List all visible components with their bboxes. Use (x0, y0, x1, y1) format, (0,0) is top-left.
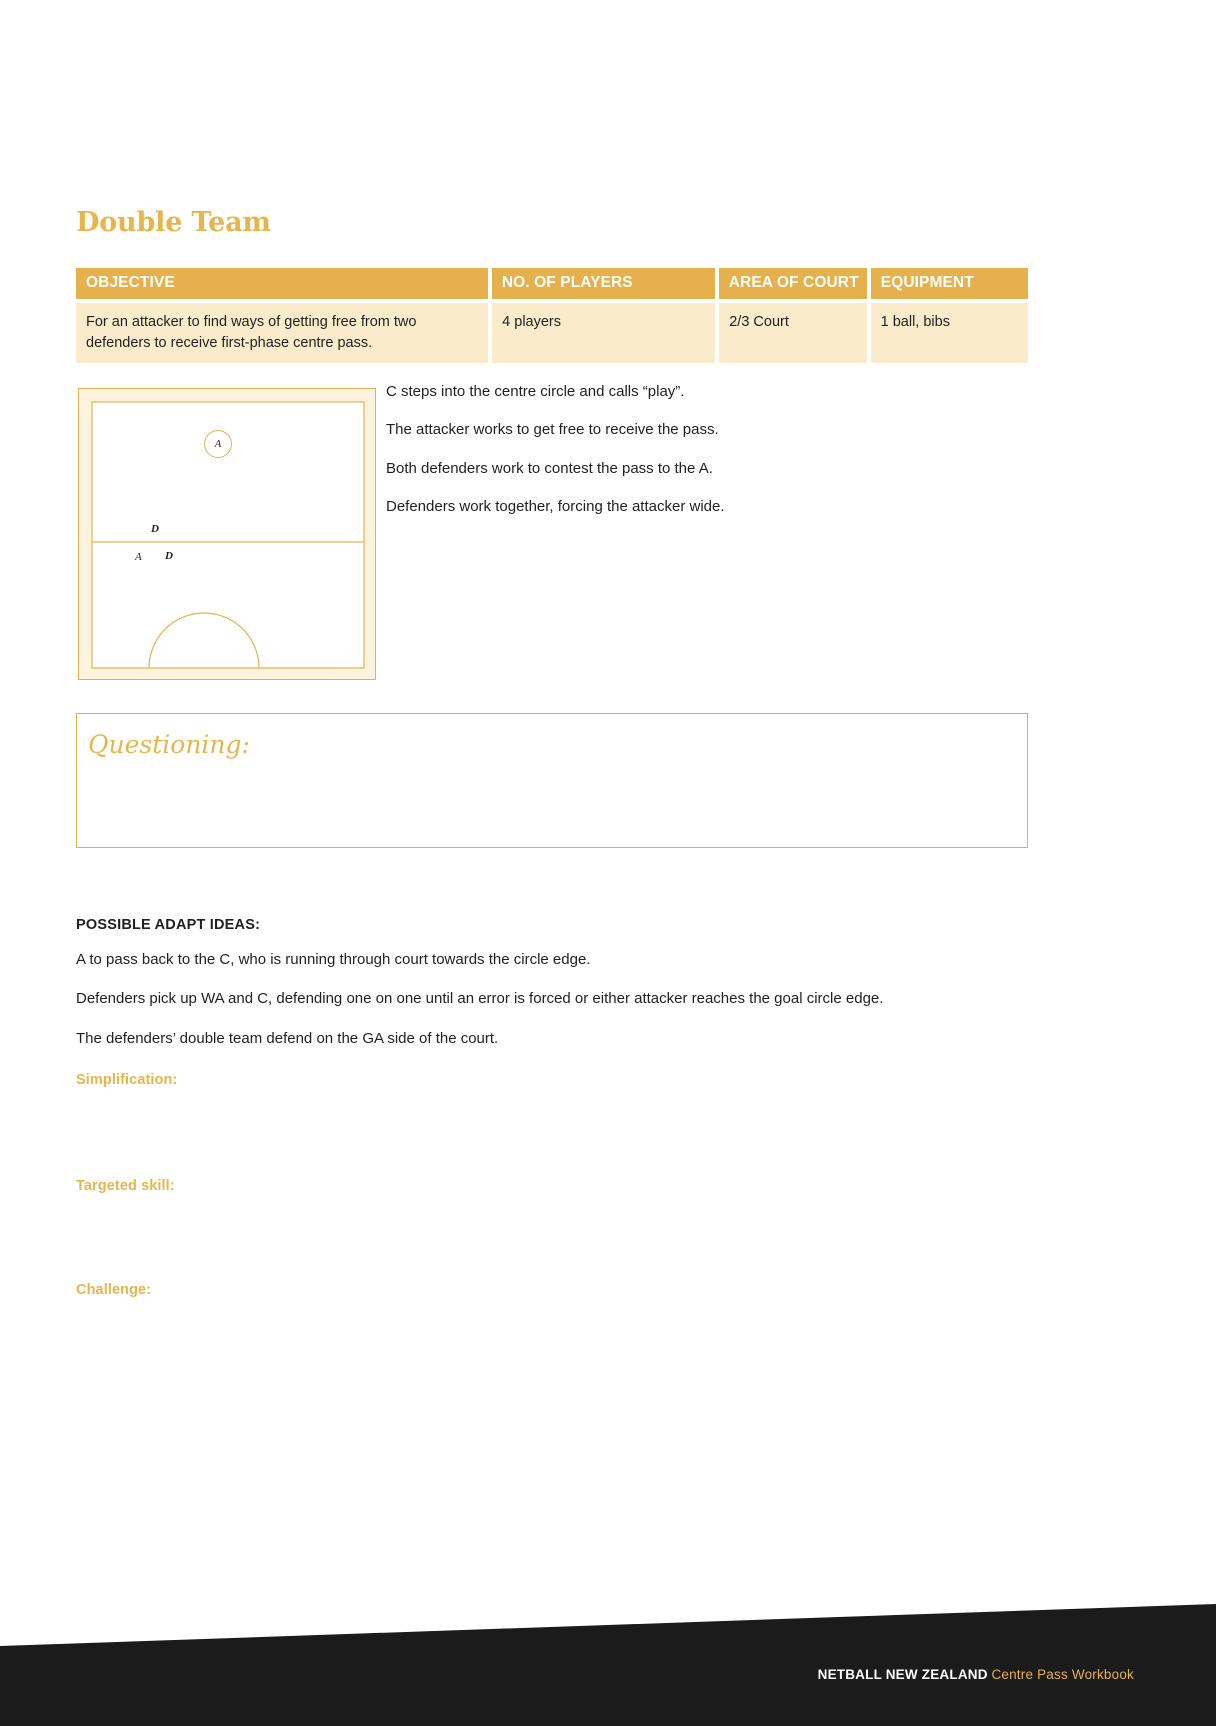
table-header-area: AREA OF COURT (719, 268, 867, 299)
footer-subtitle: Centre Pass Workbook (991, 1666, 1134, 1682)
drill-step: The attacker works to get free to receive the pass. (386, 421, 719, 439)
page-footer (0, 1596, 1216, 1726)
adapt-ideas-heading: POSSIBLE ADAPT IDEAS: (76, 917, 261, 933)
table-header-equipment: EQUIPMENT (871, 268, 1028, 299)
table-cell-players: 4 players (492, 303, 715, 363)
drill-steps-list (386, 382, 1026, 535)
court-marker-attacker-circled (204, 430, 232, 458)
adapt-idea-item: Defenders pick up WA and C, defending one on one until an error is forced or either attacker reaches the goal circle edge. (76, 990, 884, 1008)
simplification-label: Simplification: (76, 1072, 178, 1088)
table-header-row (76, 268, 1028, 299)
table-row (76, 303, 1028, 363)
drill-step: Both defenders work to contest the pass to the A. (386, 459, 713, 477)
challenge-label: Challenge: (76, 1282, 152, 1298)
drill-step: Defenders work together, forcing the attacker wide. (386, 497, 725, 515)
court-marker-attacker: A (135, 551, 142, 563)
table-cell-equipment: 1 ball, bibs (871, 303, 1028, 363)
drill-info-table (76, 268, 1028, 363)
adapt-idea-item: A to pass back to the C, who is running through court towards the circle edge. (76, 951, 591, 968)
footer-text (818, 1668, 1134, 1682)
court-marker-defender-1: D (151, 523, 159, 535)
adapt-idea-item: The defenders’ double team defend on the GA side of the court. (76, 1029, 499, 1047)
questioning-label: Questioning: (88, 730, 250, 759)
page-title: Double Team (76, 207, 271, 238)
court-lines-svg (79, 389, 377, 681)
adapt-ideas-list (76, 950, 986, 1068)
table-header-objective: OBJECTIVE (76, 268, 488, 299)
targeted-skill-label: Targeted skill: (76, 1178, 175, 1194)
table-cell-area: 2/3 Court (719, 303, 866, 363)
footer-brand: NETBALL NEW ZEALAND (817, 1666, 988, 1682)
footer-diagonal-shape (0, 1596, 1216, 1726)
court-marker-label: A (214, 438, 222, 450)
table-cell-objective: For an attacker to find ways of getting free from two defenders to receive first-phase centre pass. (76, 303, 488, 363)
court-diagram (78, 388, 376, 680)
court-marker-defender-2: D (165, 550, 173, 562)
drill-step: C steps into the centre circle and calls “play”. (386, 383, 685, 400)
table-header-players: NO. OF PLAYERS (492, 268, 715, 299)
